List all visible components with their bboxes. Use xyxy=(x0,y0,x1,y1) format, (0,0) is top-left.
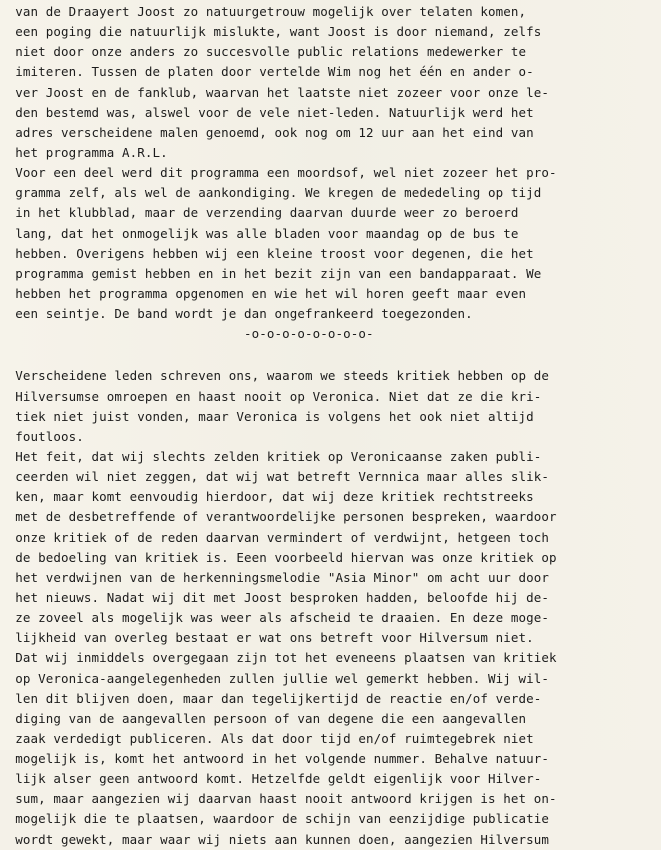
text-line: ceerden wil niet zeggen, dat wij wat betreft Vernnica maar alles slik- xyxy=(0,469,550,485)
text-line: ver Joost en de fanklub, waarvan het laatste niet zozeer voor onze le- xyxy=(0,84,550,100)
text-line: van de Draayert Joost zo natuurgetrouw mogelijk over telaten komen, xyxy=(0,4,527,19)
text-line: lang, dat het onmogelijk was alle bladen voor maandag op de bus te xyxy=(0,225,519,241)
text-line: lijk alser geen antwoord komt. Hetzelfde geldt eigenlijk voor Hilver- xyxy=(0,771,542,787)
text-line: hebben. Overigens hebben wij een kleine troost voor degenen, die het xyxy=(0,245,534,261)
text-line: het nieuws. Nadat wij dit met Joost besproken hadden, beloofde hij de- xyxy=(0,589,550,605)
text-line: sum, maar aangezien wij daarvan haast nooit antwoord krijgen is het on- xyxy=(0,791,557,807)
text-line: programma gemist hebben en in het bezit zijn van een bandapparaat. We xyxy=(0,265,542,281)
text-line: een seintje. De band wordt je dan ongefrankeerd toegezonden. xyxy=(0,306,473,322)
text-line: imiteren. Tussen de platen door vertelde Wim nog het één en ander o- xyxy=(0,64,534,80)
text-line: ze zoveel als mogelijk was weer als afscheid te draaien. En deze moge- xyxy=(0,610,550,626)
document-text xyxy=(0,2,661,850)
text-line: tiek niet juist vonden, maar Veronica is volgens het ook niet altijd xyxy=(0,408,534,424)
paragraph-radio-program xyxy=(0,2,661,324)
text-line: mogelijk die te plaatsen, waardoor de schijn van eenzijdige publicatie xyxy=(0,811,550,827)
text-line: het verdwijnen van de herkenningsmelodie "Asia Minor" om acht uur door xyxy=(0,569,550,585)
text-line: adres verscheidene malen genoemd, ook nog om 12 uur aan het eind van xyxy=(0,124,534,140)
text-line: een poging die natuurlijk mislukte, want Joost is door niemand, zelfs xyxy=(0,24,542,40)
text-line: niet door onze anders zo succesvolle public relations medewerker te xyxy=(0,44,527,60)
text-line: mogelijk is, komt het antwoord in het volgende nummer. Behalve natuur- xyxy=(0,751,550,767)
text-line: ken, maar komt eenvoudig hierdoor, dat wij deze kritiek rechtstreeks xyxy=(0,489,534,505)
text-line: onze kritiek of de reden daarvan vermindert of verdwijnt, hetgeen toch xyxy=(0,529,550,545)
paragraph-kritiek-veronica xyxy=(0,366,661,849)
text-line: Het feit, dat wij slechts zelden kritiek op Veronicaanse zaken publi- xyxy=(0,448,542,464)
text-line: Verscheidene leden schreven ons, waarom we steeds kritiek hebben op de xyxy=(0,368,550,384)
text-line: in het klubblad, maar de verzending daarvan duurde weer zo beroerd xyxy=(0,205,519,221)
text-line: den bestemd was, alswel voor de vele niet-leden. Natuurlijk werd het xyxy=(0,104,534,120)
text-line: Hilversumse omroepen en haast nooit op Veronica. Niet dat ze die kri- xyxy=(0,388,542,404)
text-line: hebben het programma opgenomen en wie het wil horen geeft maar even xyxy=(0,285,527,301)
text-line: Dat wij inmiddels overgegaan zijn tot het eveneens plaatsen van kritiek xyxy=(0,650,557,666)
blank-space xyxy=(0,344,661,366)
text-line: gramma zelf, als wel de aankondiging. We kregen de mededeling op tijd xyxy=(0,185,542,201)
text-line: len dit blijven doen, maar dan tegelijkertijd de reactie en/of verde- xyxy=(0,690,542,706)
text-line: op Veronica-aangelegenheden zullen jullie wel gemerkt hebben. Wij wil- xyxy=(0,670,550,686)
text-line: lijkheid van overleg bestaat er wat ons betreft voor Hilversum niet. xyxy=(0,630,534,646)
text-line: de bedoeling van kritiek is. Eeen voorbeeld hiervan was onze kritiek op xyxy=(0,549,557,565)
text-line: met de desbetreffende of verantwoordelijke personen bespreken, waardoor xyxy=(0,509,557,525)
text-line: Voor een deel werd dit programma een moordsof, wel niet zozeer het pro- xyxy=(0,165,557,181)
text-line: diging van de aangevallen persoon of van degene die een aangevallen xyxy=(0,710,527,726)
text-line: het programma A.R.L. xyxy=(0,144,168,160)
text-line: wordt gewekt, maar waar wij niets aan kunnen doen, aangezien Hilversum xyxy=(0,831,550,847)
section-separator: -o-o-o-o-o-o-o-o- xyxy=(0,326,374,342)
text-line: foutloos. xyxy=(0,428,84,444)
text-line: zaak verdedigt publiceren. Als dat door tijd en/of ruimtegebrek niet xyxy=(0,730,534,746)
